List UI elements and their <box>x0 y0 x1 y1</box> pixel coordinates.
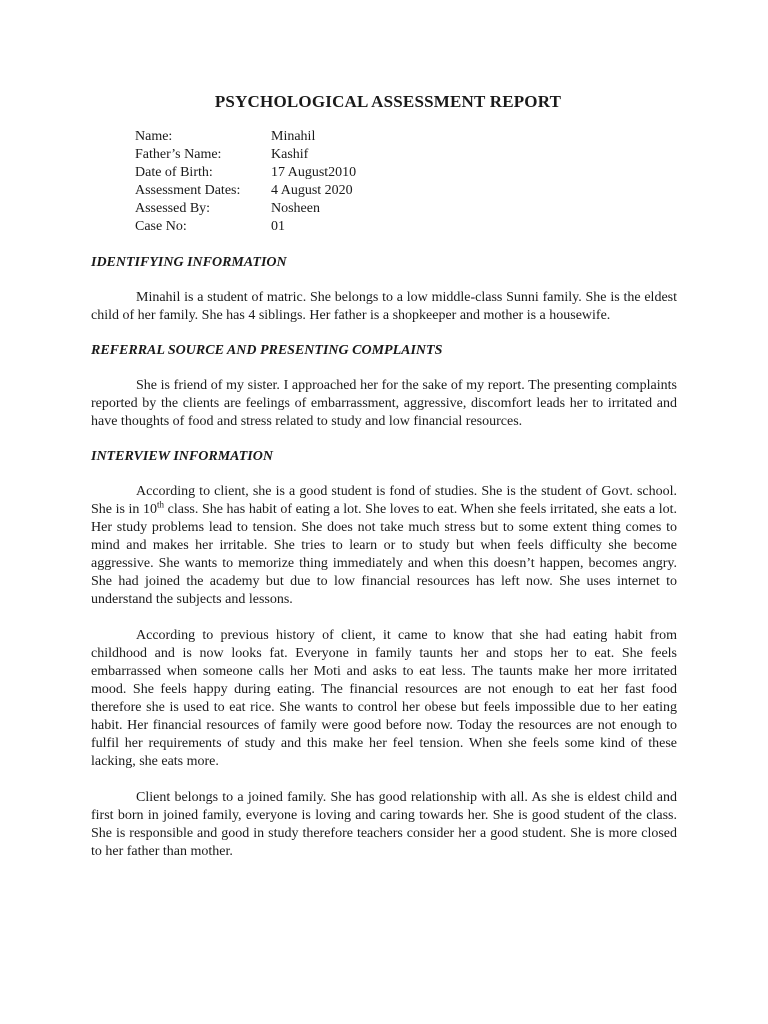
interview-paragraph-1 <box>91 483 677 609</box>
info-value: 4 August 2020 <box>271 183 353 198</box>
section-heading-interview: INTERVIEW INFORMATION <box>91 449 273 464</box>
interview-p1-start: According to client, she is a good student is fond of studies. She is the student of Govt. school. She is in 10 <box>91 484 677 517</box>
info-row-case-no <box>135 218 677 236</box>
info-value: Minahil <box>271 129 316 144</box>
referral-paragraph: She is friend of my sister. I approached her for the sake of my report. The presenting complaints reported by the clients are feelings of embarrassment, aggressive, discomfort leads her to irritated and have thoughts of food and stress related to study and low financial resources. <box>91 378 677 429</box>
section-heading-identifying: IDENTIFYING INFORMATION <box>91 255 287 270</box>
info-row-fathers-name <box>135 146 677 164</box>
section-heading-referral: REFERRAL SOURCE AND PRESENTING COMPLAINTS <box>91 343 443 358</box>
ordinal-suffix: th <box>157 499 165 510</box>
info-row-assessed-by <box>135 200 677 218</box>
info-value: Nosheen <box>271 201 320 216</box>
info-row-assessment-dates <box>135 182 677 200</box>
info-label: Assessed By: <box>135 201 211 216</box>
interview-paragraph-3: Client belongs to a joined family. She has good relationship with all. As she is eldest child and first born in joined family, everyone is loving and caring towards her. She is good student of the class. She is responsible and good in study therefore teachers consider her a good student. She is more closed to her father than mother. <box>91 790 677 859</box>
info-value: 01 <box>271 219 285 234</box>
interview-paragraph-2: According to previous history of client, it came to know that she had eating habit from childhood and is now looks fat. Everyone in family taunts her and stops her to eat. She feels embarrassed when someone calls her Moti and asks to eat less. The taunts make her more irritated mood. She feels happy during eating. The financial resources are not enough to eat her fast food therefore she is used to eat rice. She wants to control her obese but feels impossible due to her eating habit. Her financial resources of family were good before now. Today the resources are not enough to fulfil her requirements of study and this make her feel tension. When she feels some kind of these lacking, she eats more. <box>91 628 677 769</box>
info-label: Date of Birth: <box>135 165 213 180</box>
info-value: 17 August2010 <box>271 165 357 180</box>
interview-p1-end: class. She has habit of eating a lot. She loves to eat. When she feels irritated, she eats a lot. Her study problems lead to tension. She does not take much stress but to some extent thing comes to mind and makes her irritable. She tries to learn or to study but when feels difficulty she become aggressive. She wants to memorize thing immediately and when this doesn’t happen, becomes angry. She had joined the academy but due to low financial resources has left now. She uses internet to understand the subjects and lessons. <box>91 502 677 607</box>
client-info-table <box>135 128 677 236</box>
info-label: Case No: <box>135 219 187 234</box>
identifying-paragraph: Minahil is a student of matric. She belongs to a low middle-class Sunni family. She is the eldest child of her family. She has 4 siblings. Her father is a shopkeeper and mother is a housewife. <box>91 290 677 323</box>
info-label: Name: <box>135 129 173 144</box>
info-row-name <box>135 128 677 146</box>
info-label: Father’s Name: <box>135 147 222 162</box>
info-row-date-of-birth <box>135 164 677 182</box>
info-label: Assessment Dates: <box>135 183 241 198</box>
report-title: PSYCHOLOGICAL ASSESSMENT REPORT <box>214 92 562 111</box>
info-value: Kashif <box>271 147 309 162</box>
